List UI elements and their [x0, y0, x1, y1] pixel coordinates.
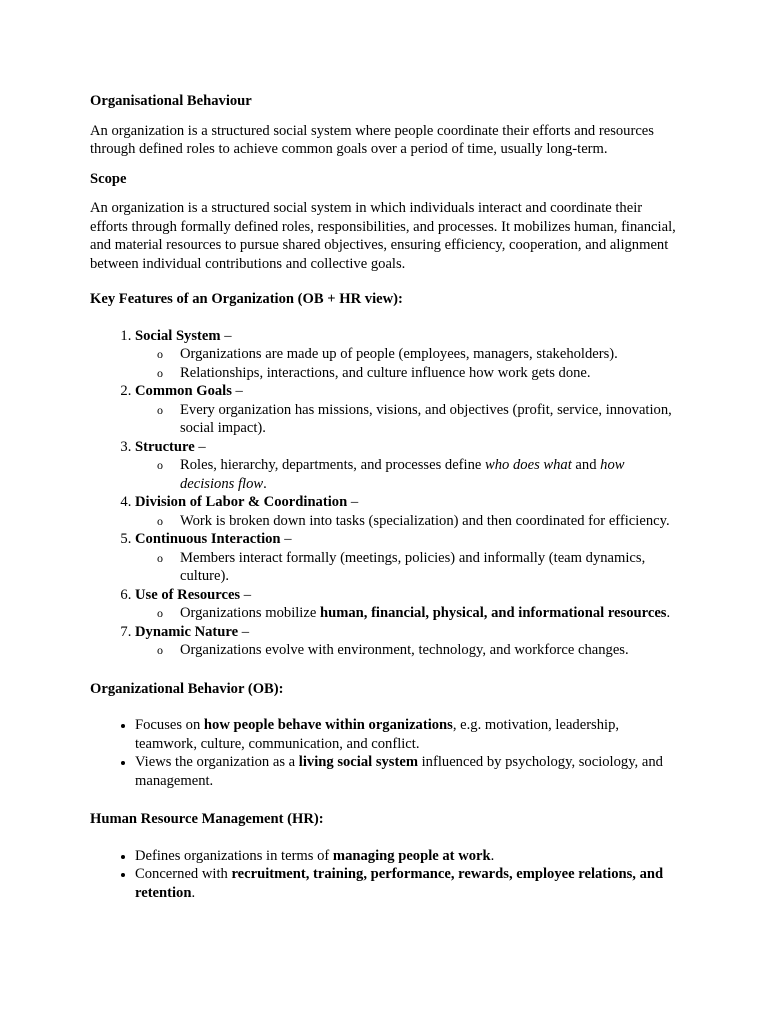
ob-bullet-list — [90, 716, 680, 790]
list-item — [135, 753, 680, 790]
sub-text: . — [263, 475, 267, 492]
sub-text: and — [571, 457, 601, 473]
feature-dash: – — [194, 438, 206, 455]
scope-paragraph: An organization is a structured social system in which individuals interact and coordinate their efforts through formally defined roles, responsibilities, and processes. It mobilizes human, financial, and material resources to pursue shared objectives, ensuring efficiency, cooperation, and alignment between individual contributions and collective goals. — [90, 200, 676, 272]
list-item — [135, 865, 680, 902]
document-title: Organisational Behaviour — [90, 93, 252, 109]
hr-heading: Human Resource Management (HR): — [90, 811, 324, 827]
sub-item: o Work is broken down into tasks (specialization) and then coordinated for efficiency. — [180, 512, 680, 531]
feature-dash: – — [220, 327, 232, 344]
list-item — [135, 327, 680, 383]
feature-dash: – — [238, 623, 250, 640]
sub-item: o Organizations evolve with environment, technology, and workforce changes. — [180, 641, 680, 660]
sub-item: o Members interact formally (meetings, policies) and informally (team dynamics, culture). — [180, 549, 680, 586]
strong-text: how people behave within organizations — [203, 717, 453, 733]
feature-label: Use of Resources — [135, 586, 241, 603]
sub-item: o Organizations are made up of people (employees, managers, stakeholders). — [180, 345, 680, 364]
scope-heading: Scope — [90, 170, 127, 187]
feature-dash: – — [240, 586, 252, 603]
key-features-list — [90, 327, 680, 660]
strong-text: human, financial, physical, and informational resources — [319, 605, 667, 621]
list-item — [135, 847, 680, 866]
list-item — [135, 586, 680, 623]
bullet-text: . — [490, 847, 495, 864]
list-item — [135, 382, 680, 438]
bullet-text: Concerned with — [135, 866, 232, 882]
feature-dash: – — [280, 531, 292, 547]
list-item — [135, 623, 680, 660]
list-item — [135, 716, 680, 753]
sub-item: o Relationships, interactions, and culture influence how work gets done. — [180, 364, 680, 383]
sub-item — [180, 604, 680, 623]
feature-label: Dynamic Nature — [135, 623, 239, 640]
bullet-text: Focuses on — [135, 717, 204, 733]
bullet-text: Views the organization as a — [135, 754, 299, 770]
feature-label: Continuous Interaction — [135, 531, 281, 547]
strong-text: recruitment, training, performance, rewards, employee relations, and retention — [135, 866, 664, 901]
feature-dash: – — [231, 383, 243, 399]
sub-list — [135, 549, 680, 586]
sub-text: Organizations mobilize — [180, 605, 320, 621]
sub-list — [135, 512, 680, 531]
feature-dash: – — [347, 494, 359, 510]
intro-paragraph: An organization is a structured social system where people coordinate their efforts and resources through defined roles to achieve common goals over a period of time, usually long-term. — [90, 122, 654, 157]
feature-label: Structure — [135, 438, 195, 455]
document-page — [90, 92, 680, 902]
list-item — [135, 493, 680, 530]
sub-list — [135, 641, 680, 660]
sub-list — [135, 456, 680, 493]
sub-text: . — [666, 605, 671, 621]
feature-label: Social System — [135, 327, 221, 344]
strong-text: living social system — [298, 754, 418, 770]
bullet-text: . — [191, 884, 196, 901]
strong-text: managing people at work — [332, 847, 491, 864]
bullet-text: Defines organizations in terms of — [135, 847, 333, 864]
key-features-heading: Key Features of an Organization (OB + HR view): — [90, 291, 403, 307]
sub-item: o Every organization has missions, visions, and objectives (profit, service, innovation, social impact). — [180, 401, 680, 438]
sub-list — [135, 401, 680, 438]
hr-bullet-list — [90, 847, 680, 903]
ob-heading: Organizational Behavior (OB): — [90, 680, 284, 697]
bullet-text: influenced by psychology, sociology, and management. — [135, 754, 663, 789]
sub-list — [135, 604, 680, 623]
sub-text: Roles, hierarchy, departments, and processes define — [180, 457, 486, 473]
list-item — [135, 530, 680, 586]
feature-label: Division of Labor & Coordination — [135, 494, 348, 510]
sub-item — [180, 456, 680, 493]
list-item — [135, 438, 680, 494]
sub-list — [135, 345, 680, 382]
feature-label: Common Goals — [135, 383, 232, 399]
emphasis-text: who does what — [485, 457, 572, 473]
bullet-text: , e.g. motivation, leadership, teamwork, culture, communication, and conflict. — [135, 717, 620, 752]
emphasis-text: how decisions flow — [180, 457, 625, 492]
